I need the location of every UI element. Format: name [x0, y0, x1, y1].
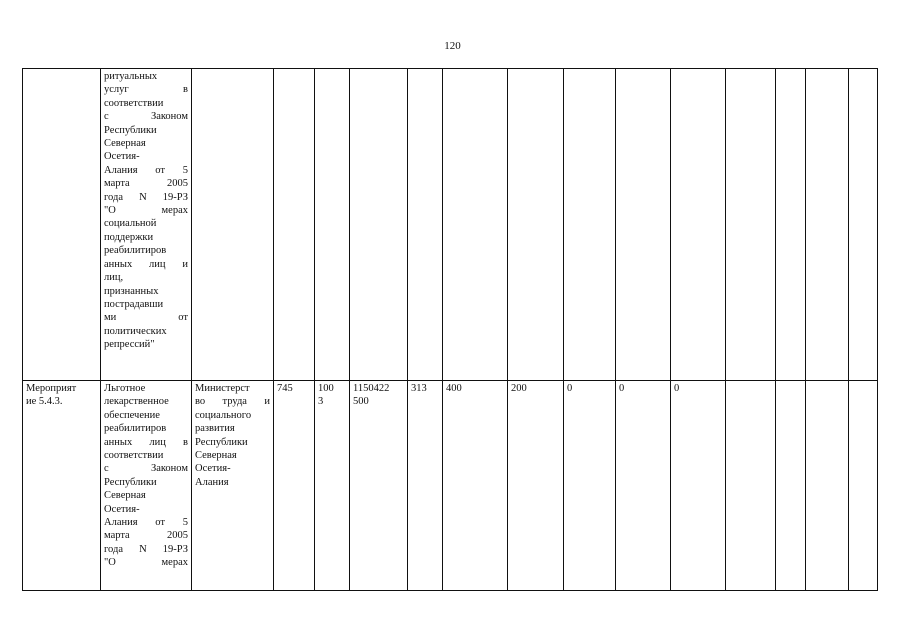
- budget-table: [22, 68, 878, 591]
- cell-code: [23, 69, 101, 381]
- cell-c9: 200: [508, 381, 564, 591]
- cell-c8: 400: [443, 381, 508, 591]
- cell-c14: [776, 381, 806, 591]
- cell-c12: [671, 69, 726, 381]
- cell-c5: [315, 69, 350, 381]
- cell-executor: Министерст во труда и социального развития Республики Северная Осетия- Алания: [192, 381, 274, 591]
- cell-c7: [408, 69, 443, 381]
- cell-c7: 313: [408, 381, 443, 591]
- cell-c9: [508, 69, 564, 381]
- cell-c12: 0: [671, 381, 726, 591]
- cell-c5: 100 3: [315, 381, 350, 591]
- cell-c6: 1150422 500: [350, 381, 408, 591]
- cell-c10: [564, 69, 616, 381]
- cell-c13: [726, 381, 776, 591]
- cell-c11: 0: [616, 381, 671, 591]
- cell-c4: [274, 69, 315, 381]
- cell-c13: [726, 69, 776, 381]
- cell-c16: [849, 69, 878, 381]
- cell-code: Мероприят ие 5.4.3.: [23, 381, 101, 591]
- cell-c8: [443, 69, 508, 381]
- cell-name: Льготное лекарственное обеспечение реабилитиров анных лиц в соответствии с Законом Республики Северная Осетия- Алания от 5 марта 2005 года N 19-РЗ "О мерах: [101, 381, 192, 591]
- cell-c16: [849, 381, 878, 591]
- cell-c4: 745: [274, 381, 315, 591]
- cell-name: ритуальных услуг в соответствии с Законом Республики Северная Осетия- Алания от 5 марта 2005 года N 19-РЗ "О мерах социальной поддержки реабилитиров анных лиц и лиц, признанных пострадавши ми от политических репрессий": [101, 69, 192, 381]
- cell-c14: [776, 69, 806, 381]
- cell-c6: [350, 69, 408, 381]
- page-number: 120: [444, 40, 461, 52]
- table-row: [23, 69, 878, 381]
- cell-c15: [806, 381, 849, 591]
- table-row: [23, 381, 878, 591]
- cell-c11: [616, 69, 671, 381]
- cell-executor: [192, 69, 274, 381]
- cell-c10: 0: [564, 381, 616, 591]
- cell-c15: [806, 69, 849, 381]
